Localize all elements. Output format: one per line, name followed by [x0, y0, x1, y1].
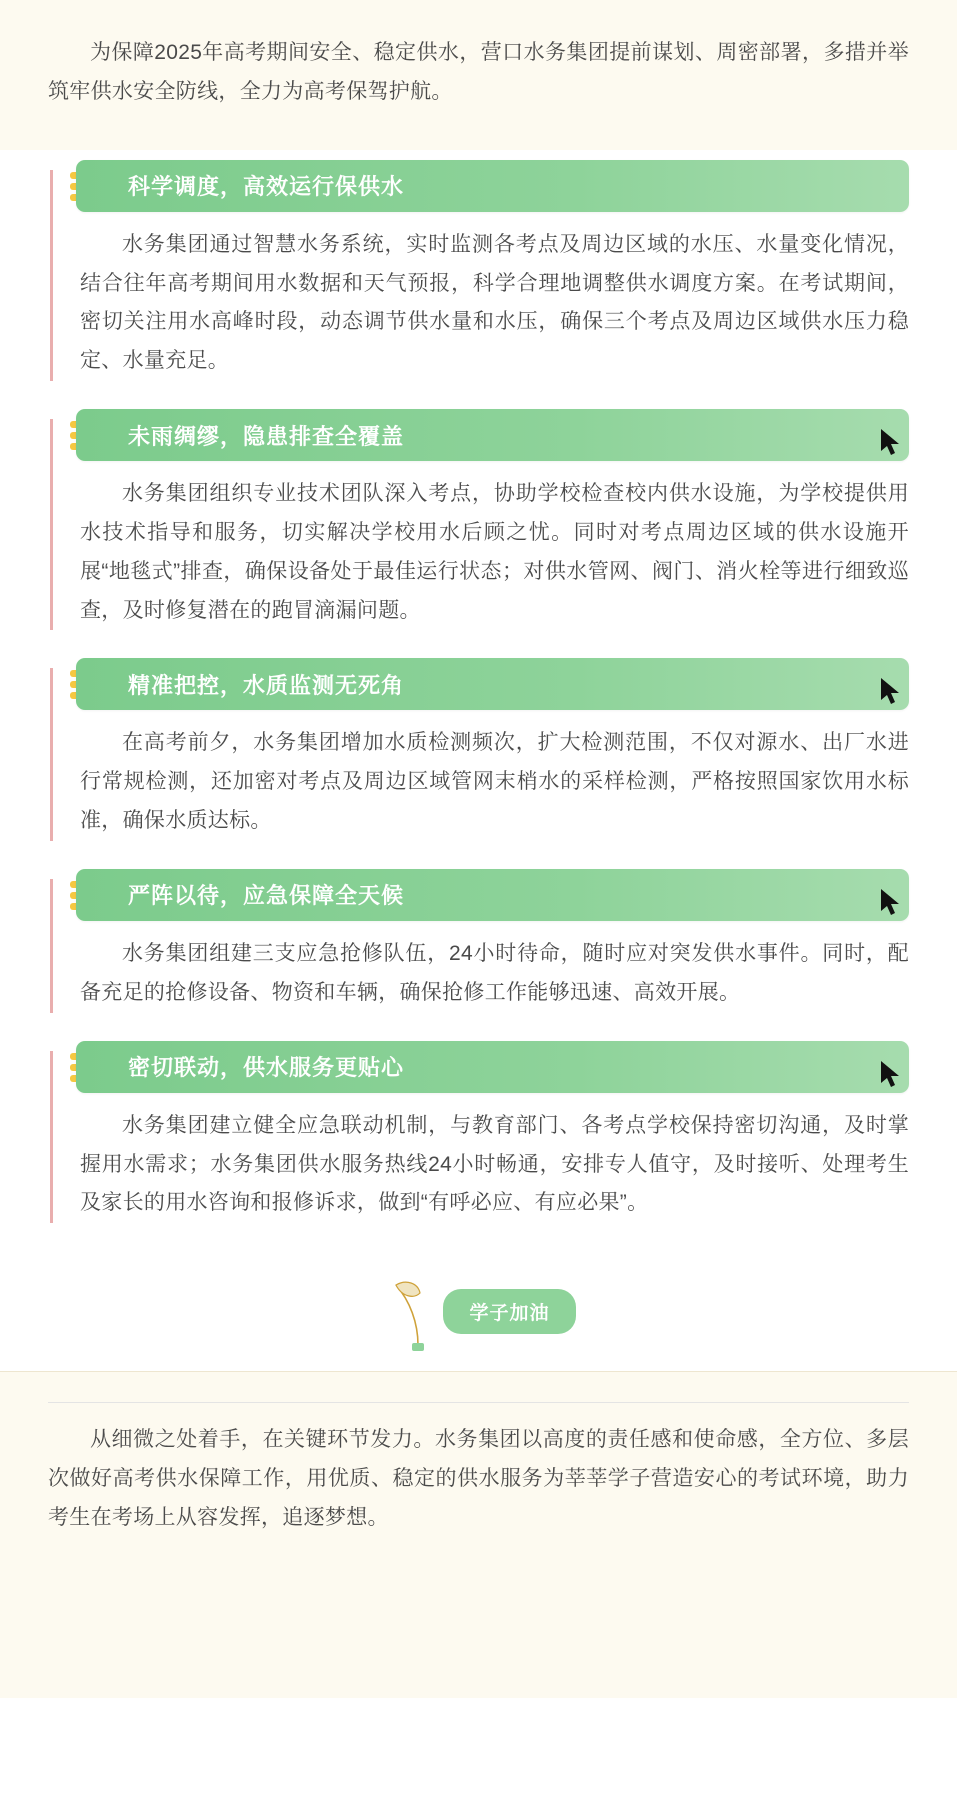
divider [48, 1402, 909, 1403]
page-tail [0, 1578, 957, 1698]
section-item [0, 160, 957, 395]
section-body: 水务集团通过智慧水务系统，实时监测各考点及周边区域的水压、水量变化情况，结合往年高考期间用水数据和天气预报，科学合理地调整供水调度方案。在考试期间，密切关注用水高峰时段，动态调节供水量和水压，确保三个考点及周边区域供水压力稳定、水量充足。 [80, 232, 909, 373]
section-item [0, 409, 957, 644]
section-body: 水务集团组织专业技术团队深入考点，协助学校检查校内供水设施，为学校提供用水技术指导和服务，切实解决学校用水后顾之忧。同时对考点周边区域的供水设施开展“地毯式”排查，确保设备处于最佳运行状态；对供水管网、阀门、消火栓等进行细致巡查，及时修复潜在的跑冒滴漏问题。 [80, 482, 909, 622]
section-header-bar [76, 409, 909, 461]
section-header [54, 409, 909, 461]
section-header [54, 1041, 909, 1093]
section-header-bar [76, 658, 909, 710]
section-title: 未雨绸缪，隐患排查全覆盖 [128, 423, 405, 449]
sections-container [0, 150, 957, 1238]
section-header [54, 160, 909, 212]
section-item [0, 658, 957, 855]
intro-block [0, 0, 957, 150]
section-header-bar [76, 1041, 909, 1093]
intro-paragraph: 为保障2025年高考期间安全、稳定供水，营口水务集团提前谋划、周密部署，多措并举筑牢供水安全防线，全力为高考保驾护航。 [48, 41, 909, 103]
section-header [54, 658, 909, 710]
section-title: 精准把控，水质监测无死角 [128, 672, 405, 698]
section-item [0, 1041, 957, 1238]
section-body: 水务集团建立健全应急联动机制，与教育部门、各考点学校保持密切沟通，及时掌握用水需求；水务集团供水服务热线24小时畅通，安排专人值守，及时接听、处理考生及家长的用水咨询和报修诉求，做到“有呼必应、有应必果”。 [80, 1113, 909, 1215]
section-item [0, 869, 957, 1027]
section-title: 严阵以待，应急保障全天候 [128, 883, 405, 909]
section-header [54, 869, 909, 921]
sprout-icon [388, 1273, 448, 1353]
section-title: 密切联动，供水服务更贴心 [128, 1055, 405, 1081]
section-header-bar [76, 160, 909, 212]
outro-block [0, 1371, 957, 1578]
cheer-badge: 学子加油 [443, 1289, 575, 1334]
outro-paragraph: 从细微之处着手，在关键环节发力。水务集团以高度的责任感和使命感，全方位、多层次做好高考供水保障工作，用优质、稳定的供水服务为莘莘学子营造安心的考试环境，助力考生在考场上从容发挥，追逐梦想。 [48, 1428, 909, 1529]
section-body: 在高考前夕，水务集团增加水质检测频次，扩大检测范围，不仅对源水、出厂水进行常规检测，还加密对考点及周边区域管网末梢水的采样检测，严格按照国家饮用水标准，确保水质达标。 [80, 731, 909, 833]
section-header-bar [76, 869, 909, 921]
section-title: 科学调度，高效运行保供水 [128, 174, 405, 200]
section-body: 水务集团组建三支应急抢修队伍，24小时待命，随时应对突发供水事件。同时，配备充足的抢修设备、物资和车辆，确保抢修工作能够迅速、高效开展。 [80, 941, 909, 1004]
cheer-area [0, 1251, 957, 1371]
